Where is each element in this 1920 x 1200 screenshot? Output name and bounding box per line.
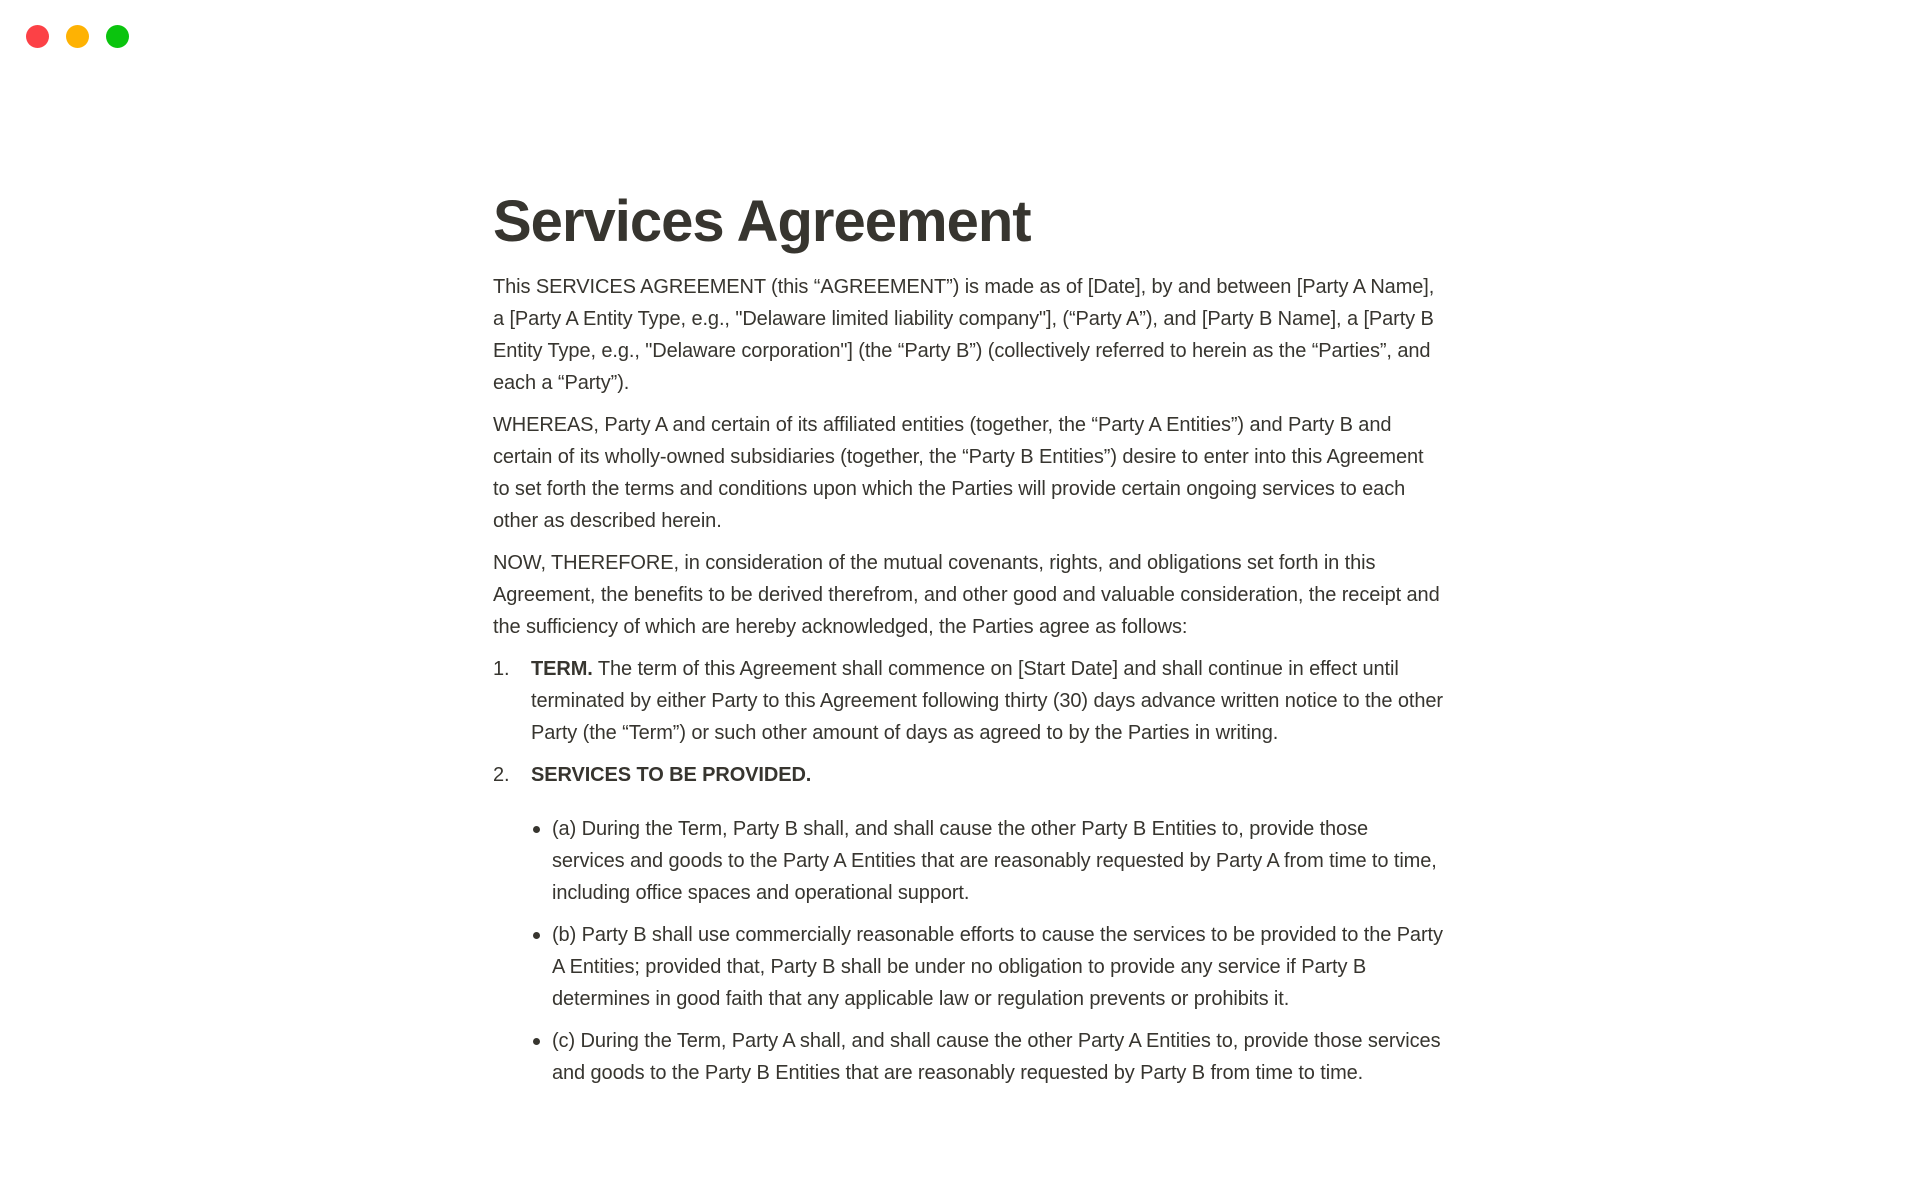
- page-title: Services Agreement: [493, 189, 1031, 254]
- minimize-button[interactable]: [66, 25, 89, 48]
- document-body: [493, 0, 1445, 1089]
- bullet-icon: [533, 932, 540, 939]
- bullet-icon: [533, 826, 540, 833]
- term-text: The term of this Agreement shall commence on [Start Date] and shall continue in effect until terminated by either Party to this Agreement following thirty (30) days advance written notice to the other Party (the “Term”) or such other amount of days as agreed to by the Parties in writing.: [531, 658, 1443, 744]
- list-item-services: [493, 759, 1445, 1089]
- list-item-service-b: [531, 919, 1445, 1015]
- list-item-term: [493, 653, 1445, 749]
- service-c-text: (c) During the Term, Party A shall, and shall cause the other Party A Entities to, provide those services and goods to the Party B Entities that are reasonably requested by Party B from time to time.: [552, 1030, 1441, 1084]
- term-heading: TERM.: [531, 658, 593, 680]
- services-sublist: [531, 813, 1445, 1089]
- close-button[interactable]: [26, 25, 49, 48]
- bullet-icon: [533, 1038, 540, 1045]
- now-therefore-paragraph: NOW, THEREFORE, in consideration of the mutual covenants, rights, and obligations set forth in this Agreement, the benefits to be derived therefrom, and other good and valuable consideration, the receipt and the sufficiency of which are hereby acknowledged, the Parties agree as follows:: [493, 552, 1440, 638]
- service-b-text: (b) Party B shall use commercially reasonable efforts to cause the services to be provided to the Party A Entities; provided that, Party B shall be under no obligation to provide any service if Party B determines in good faith that any applicable law or regulation prevents or prohibits it.: [552, 924, 1443, 1010]
- agreement-terms-list: [493, 653, 1445, 1089]
- list-number: 2.: [493, 764, 510, 786]
- window-controls: [26, 25, 129, 48]
- zoom-button[interactable]: [106, 25, 129, 48]
- list-number: 1.: [493, 658, 510, 680]
- services-heading: SERVICES TO BE PROVIDED.: [531, 764, 812, 786]
- service-a-text: (a) During the Term, Party B shall, and shall cause the other Party B Entities to, provide those services and goods to the Party A Entities that are reasonably requested by Party A from time to time, including office spaces and operational support.: [552, 818, 1437, 904]
- whereas-paragraph: WHEREAS, Party A and certain of its affiliated entities (together, the “Party A Entities”) and Party B and certain of its wholly-owned subsidiaries (together, the “Party B Entities”) desire to enter into this Agreement to set forth the terms and conditions upon which the Parties will provide certain ongoing services to each other as described herein.: [493, 414, 1424, 532]
- list-item-service-c: [531, 1025, 1445, 1089]
- intro-paragraph: This SERVICES AGREEMENT (this “AGREEMENT”) is made as of [Date], by and between [Party A Name], a [Party A Entity Type, e.g., "Delaware limited liability company"], (“Party A”), and [Party B Name], a [Party B Entity Type, e.g., "Delaware corporation"] (the “Party B”) (collectively referred to herein as the “Parties”, and each a “Party”).: [493, 276, 1435, 394]
- list-item-service-a: [531, 813, 1445, 909]
